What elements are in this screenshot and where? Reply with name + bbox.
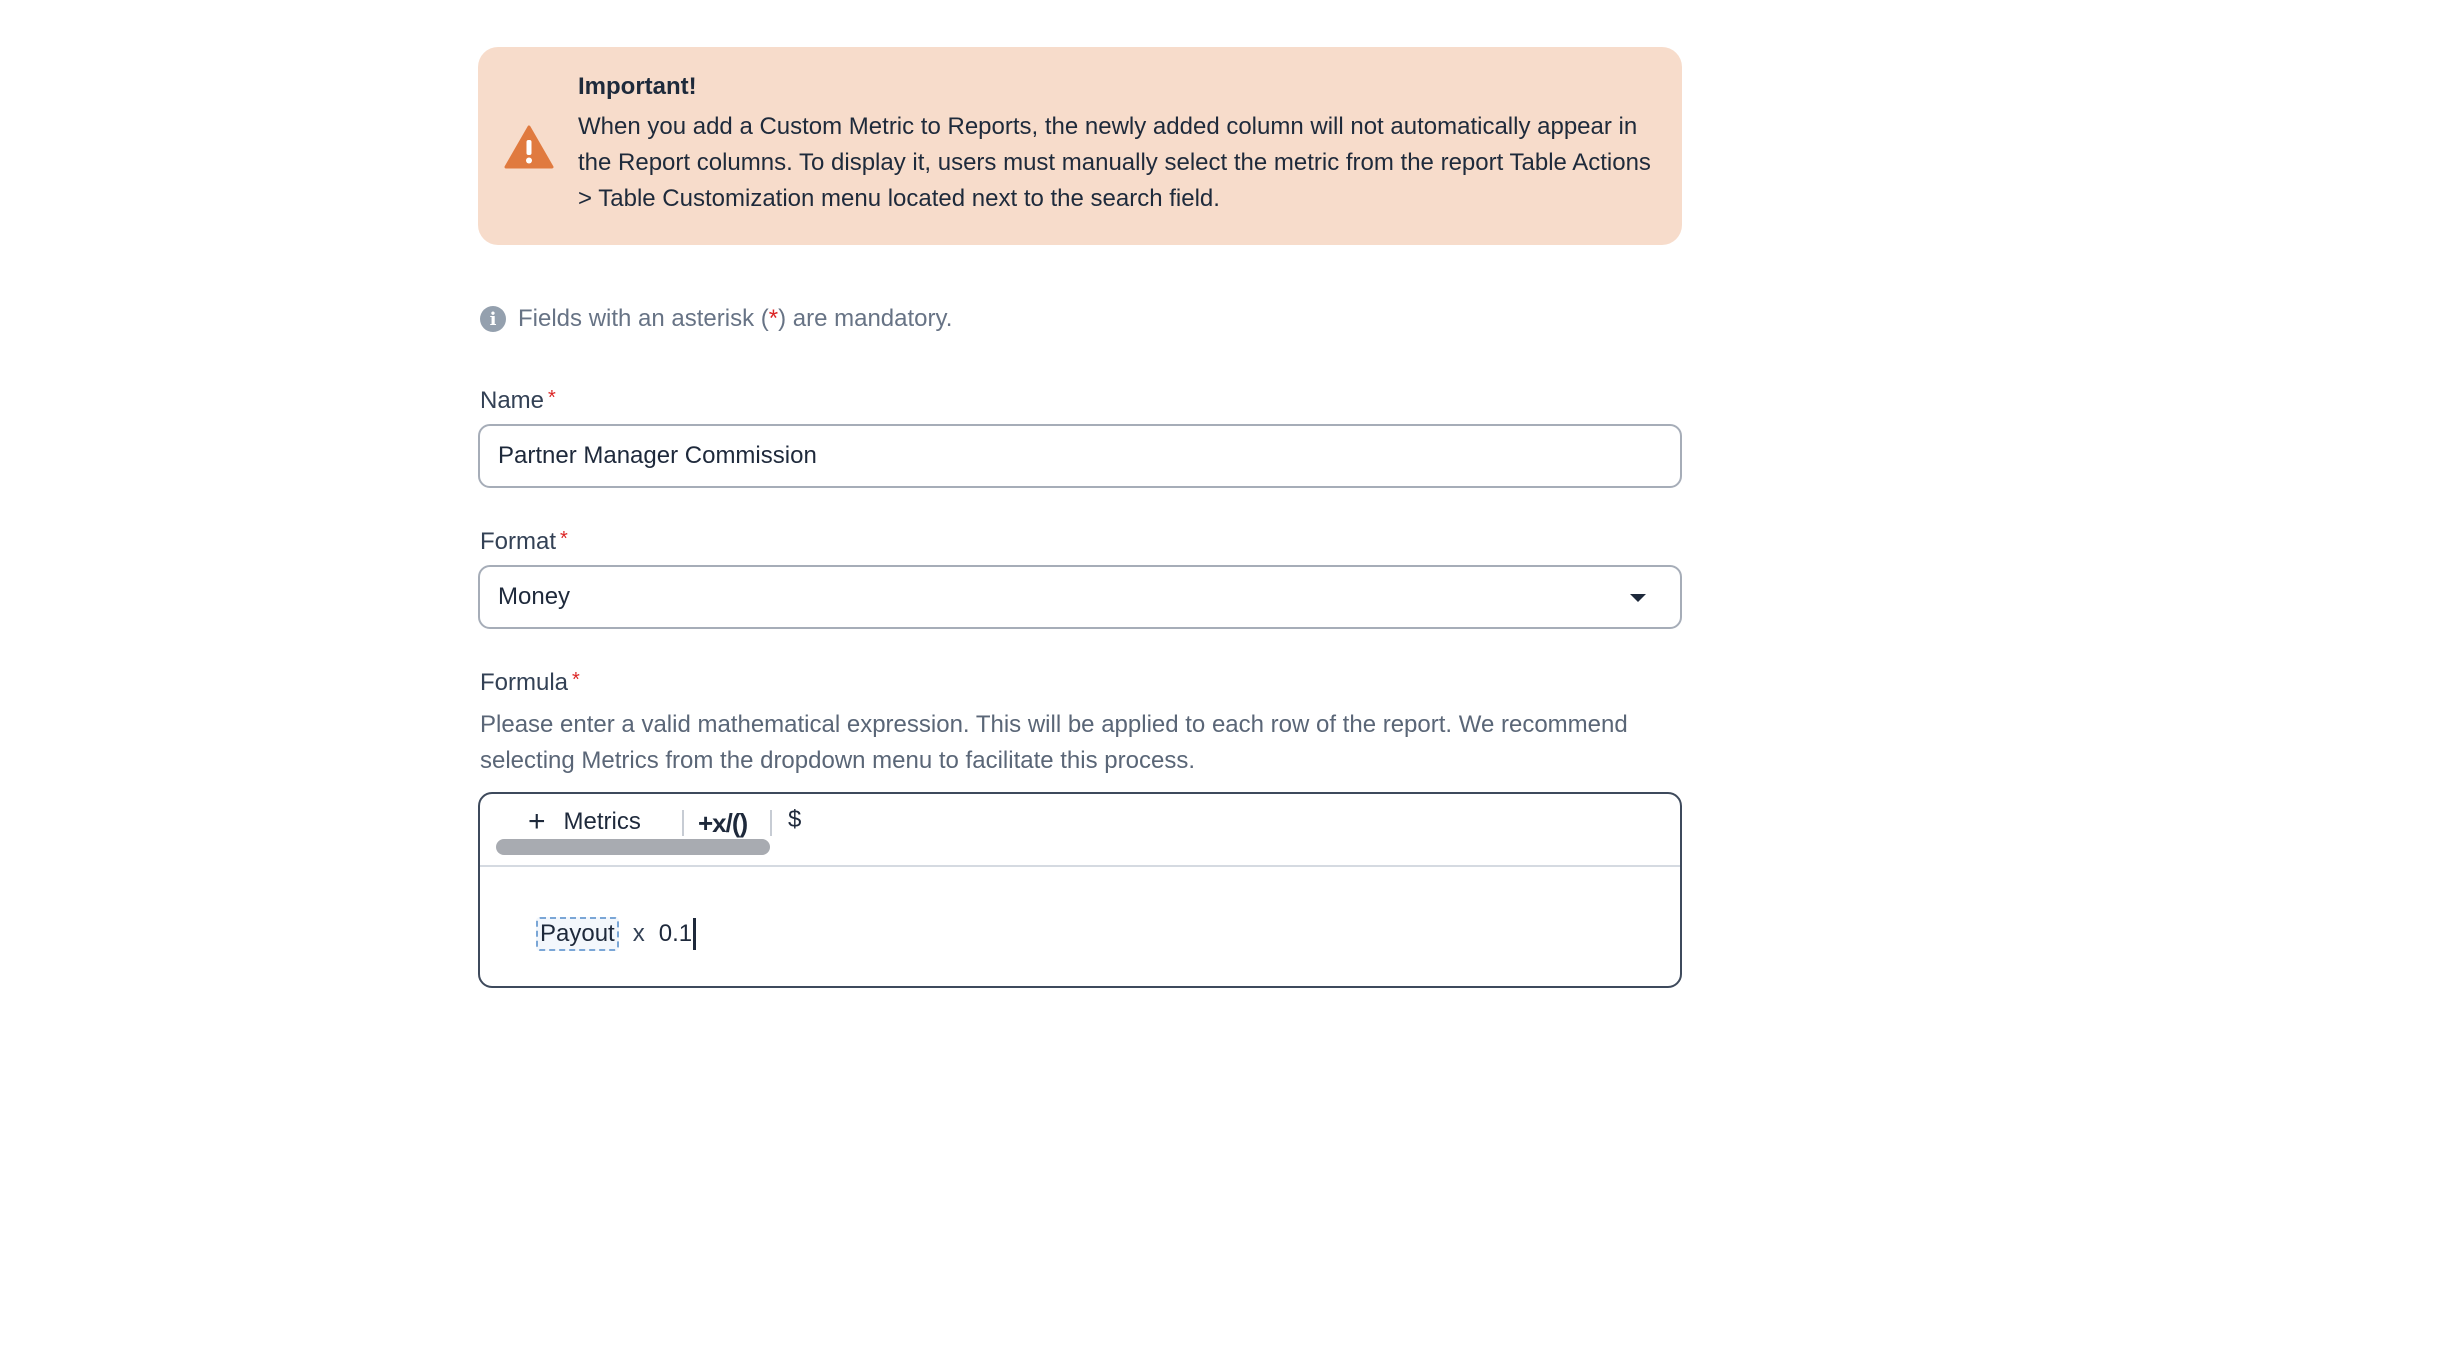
- required-asterisk: *: [560, 528, 568, 550]
- add-metrics-button[interactable]: [528, 805, 641, 838]
- metric-token-payout[interactable]: Payout: [536, 917, 619, 951]
- mandatory-note: [480, 305, 952, 333]
- custom-metric-form: [478, 47, 1682, 947]
- formula-label: Formula *: [480, 669, 580, 696]
- name-label: Name *: [480, 387, 556, 414]
- asterisk: *: [768, 305, 779, 332]
- formula-number: 0.1: [658, 920, 693, 947]
- name-input[interactable]: [478, 424, 1682, 488]
- alert-title: Important!: [578, 73, 697, 100]
- toolbar-divider: [770, 810, 772, 836]
- toolbar-scrollbar[interactable]: [496, 839, 770, 855]
- format-label: Format *: [480, 528, 568, 555]
- important-alert: [478, 47, 1682, 245]
- more-toolbar-button[interactable]: $: [788, 806, 802, 833]
- name-input-value: Partner Manager Commission: [498, 442, 817, 469]
- formula-operator: x: [632, 920, 645, 947]
- required-asterisk: *: [548, 387, 556, 409]
- required-asterisk: *: [572, 669, 580, 691]
- formula-input-area[interactable]: [480, 867, 1680, 987]
- info-icon: i: [480, 306, 506, 332]
- metrics-label: Metrics: [563, 808, 641, 835]
- toolbar-divider: [682, 810, 684, 836]
- formula-help-text: Please enter a valid mathematical expression. This will be applied to each row of the report. We recommend selecting Metrics from the dropdown menu to facilitate this process.: [480, 711, 1628, 774]
- text-cursor: [693, 918, 696, 950]
- formula-expression: [536, 917, 696, 951]
- format-select[interactable]: [478, 565, 1682, 629]
- caret-down-icon: [1630, 594, 1646, 602]
- plus-icon: +: [528, 805, 546, 838]
- alert-text: [578, 69, 1662, 217]
- mandatory-note-text: Fields with an asterisk (*) are mandatory.: [518, 305, 953, 332]
- warning-icon: [504, 125, 554, 169]
- alert-message: When you add a Custom Metric to Reports, the newly added column will not automatically appear in the Report columns. To display it, users must manually select the metric from the report Table Actions > Table Customization menu located next to the search field.: [578, 113, 1651, 212]
- operators-button[interactable]: +x/(): [698, 808, 748, 838]
- format-select-value: Money: [498, 583, 571, 610]
- formula-editor[interactable]: [478, 792, 1682, 988]
- formula-toolbar: [480, 794, 1680, 867]
